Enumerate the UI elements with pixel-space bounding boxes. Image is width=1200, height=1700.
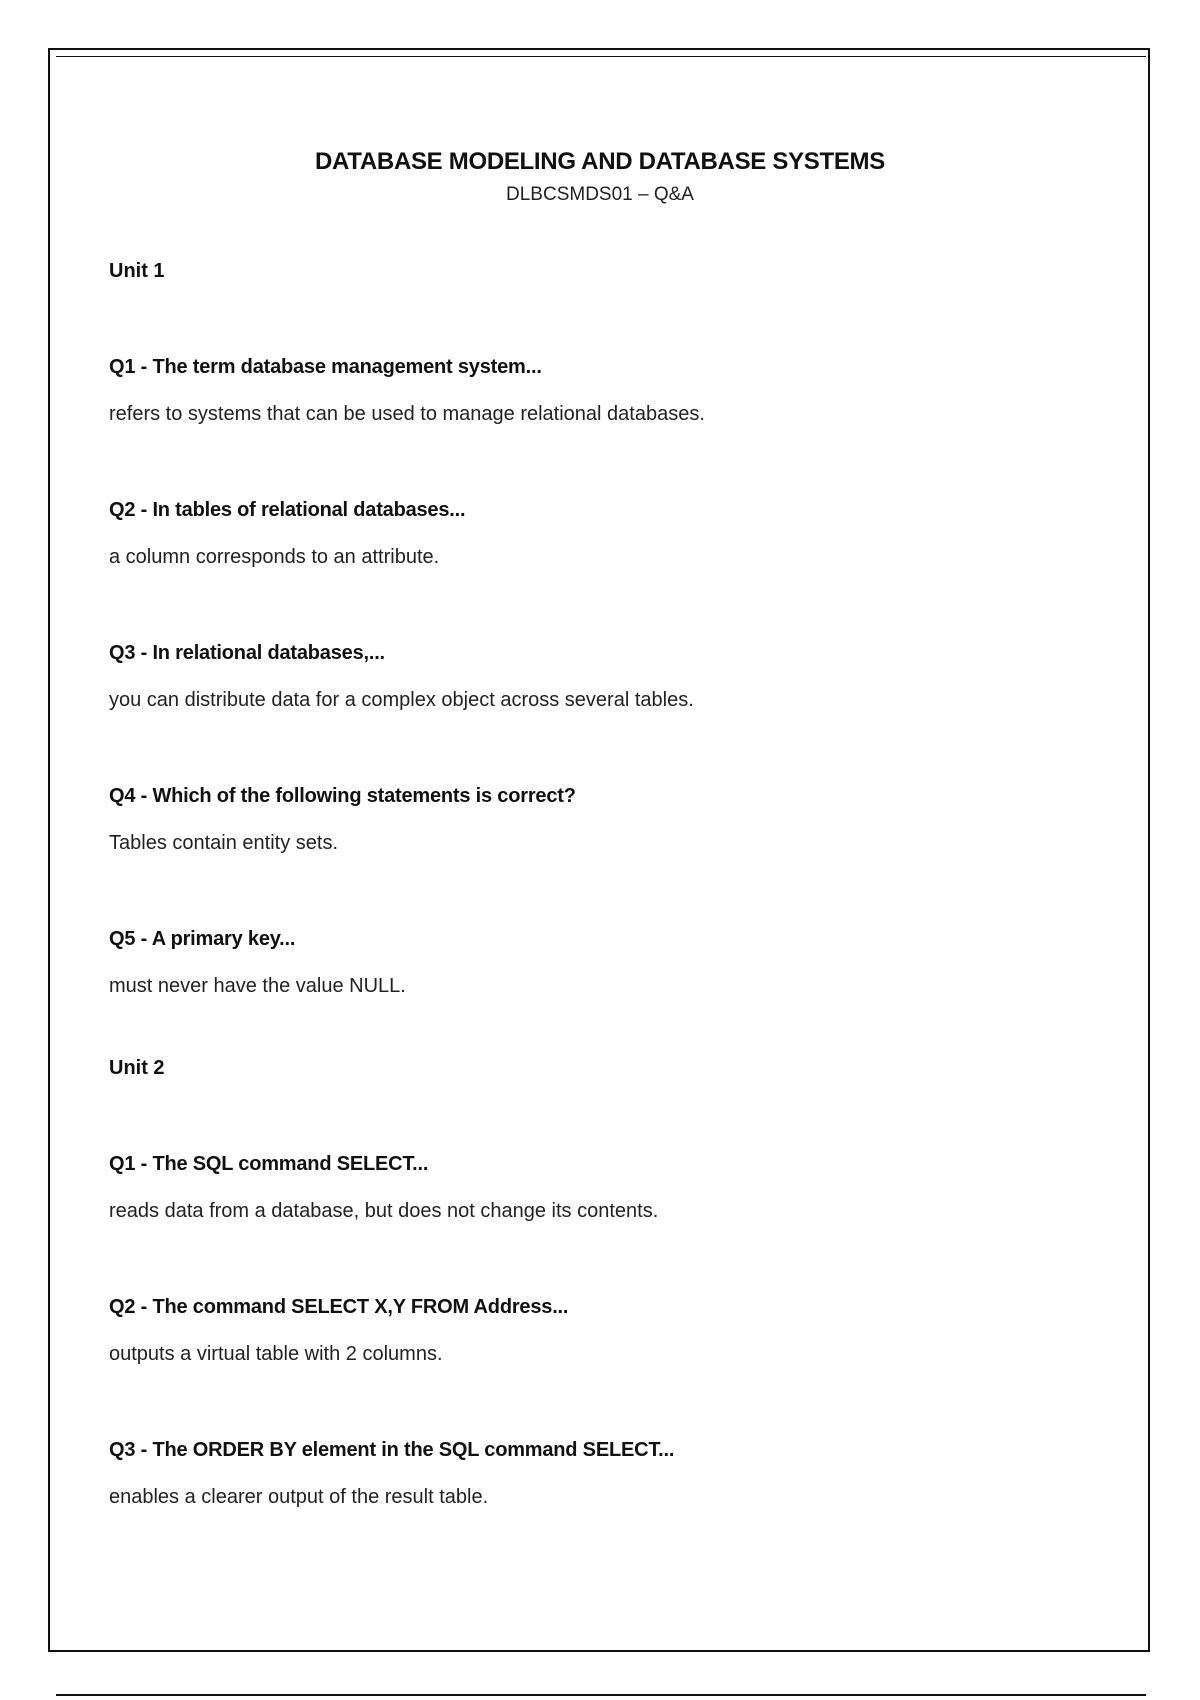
question-text: Q2 - In tables of relational databases... bbox=[109, 499, 466, 521]
question-text: Q3 - The ORDER BY element in the SQL command SELECT... bbox=[109, 1439, 675, 1461]
qa-item bbox=[109, 640, 1109, 713]
document-title: DATABASE MODELING AND DATABASE SYSTEMS bbox=[315, 148, 885, 175]
question-text: Q5 - A primary key... bbox=[109, 928, 296, 950]
unit-section-1 bbox=[109, 258, 1109, 999]
qa-item bbox=[109, 354, 1109, 427]
unit-heading: Unit 1 bbox=[109, 260, 165, 282]
page-border-inner-rule bbox=[56, 56, 1146, 57]
qa-item bbox=[109, 1151, 1109, 1224]
question-text: Q2 - The command SELECT X,Y FROM Address... bbox=[109, 1296, 569, 1318]
answer-text: outputs a virtual table with 2 columns. bbox=[109, 1343, 443, 1365]
question-text: Q4 - Which of the following statements is correct? bbox=[109, 785, 576, 807]
qa-item bbox=[109, 497, 1109, 570]
document-subtitle: DLBCSMDS01 – Q&A bbox=[506, 184, 694, 205]
answer-text: you can distribute data for a complex object across several tables. bbox=[109, 689, 694, 711]
unit-section-2 bbox=[109, 1055, 1109, 1510]
unit-heading: Unit 2 bbox=[109, 1057, 165, 1079]
qa-item bbox=[109, 1437, 1109, 1510]
bottom-divider bbox=[56, 1694, 1146, 1696]
question-text: Q3 - In relational databases,... bbox=[109, 642, 385, 664]
qa-item bbox=[109, 926, 1109, 999]
answer-text: a column corresponds to an attribute. bbox=[109, 546, 440, 568]
answer-text: must never have the value NULL. bbox=[109, 975, 406, 997]
qa-item bbox=[109, 783, 1109, 856]
answer-text: refers to systems that can be used to manage relational databases. bbox=[109, 403, 705, 425]
answer-text: Tables contain entity sets. bbox=[109, 832, 339, 854]
question-text: Q1 - The term database management system... bbox=[109, 356, 542, 378]
qa-content bbox=[109, 258, 1109, 1566]
qa-item bbox=[109, 1294, 1109, 1367]
answer-text: reads data from a database, but does not change its contents. bbox=[109, 1200, 659, 1222]
question-text: Q1 - The SQL command SELECT... bbox=[109, 1153, 429, 1175]
answer-text: enables a clearer output of the result table. bbox=[109, 1486, 489, 1508]
